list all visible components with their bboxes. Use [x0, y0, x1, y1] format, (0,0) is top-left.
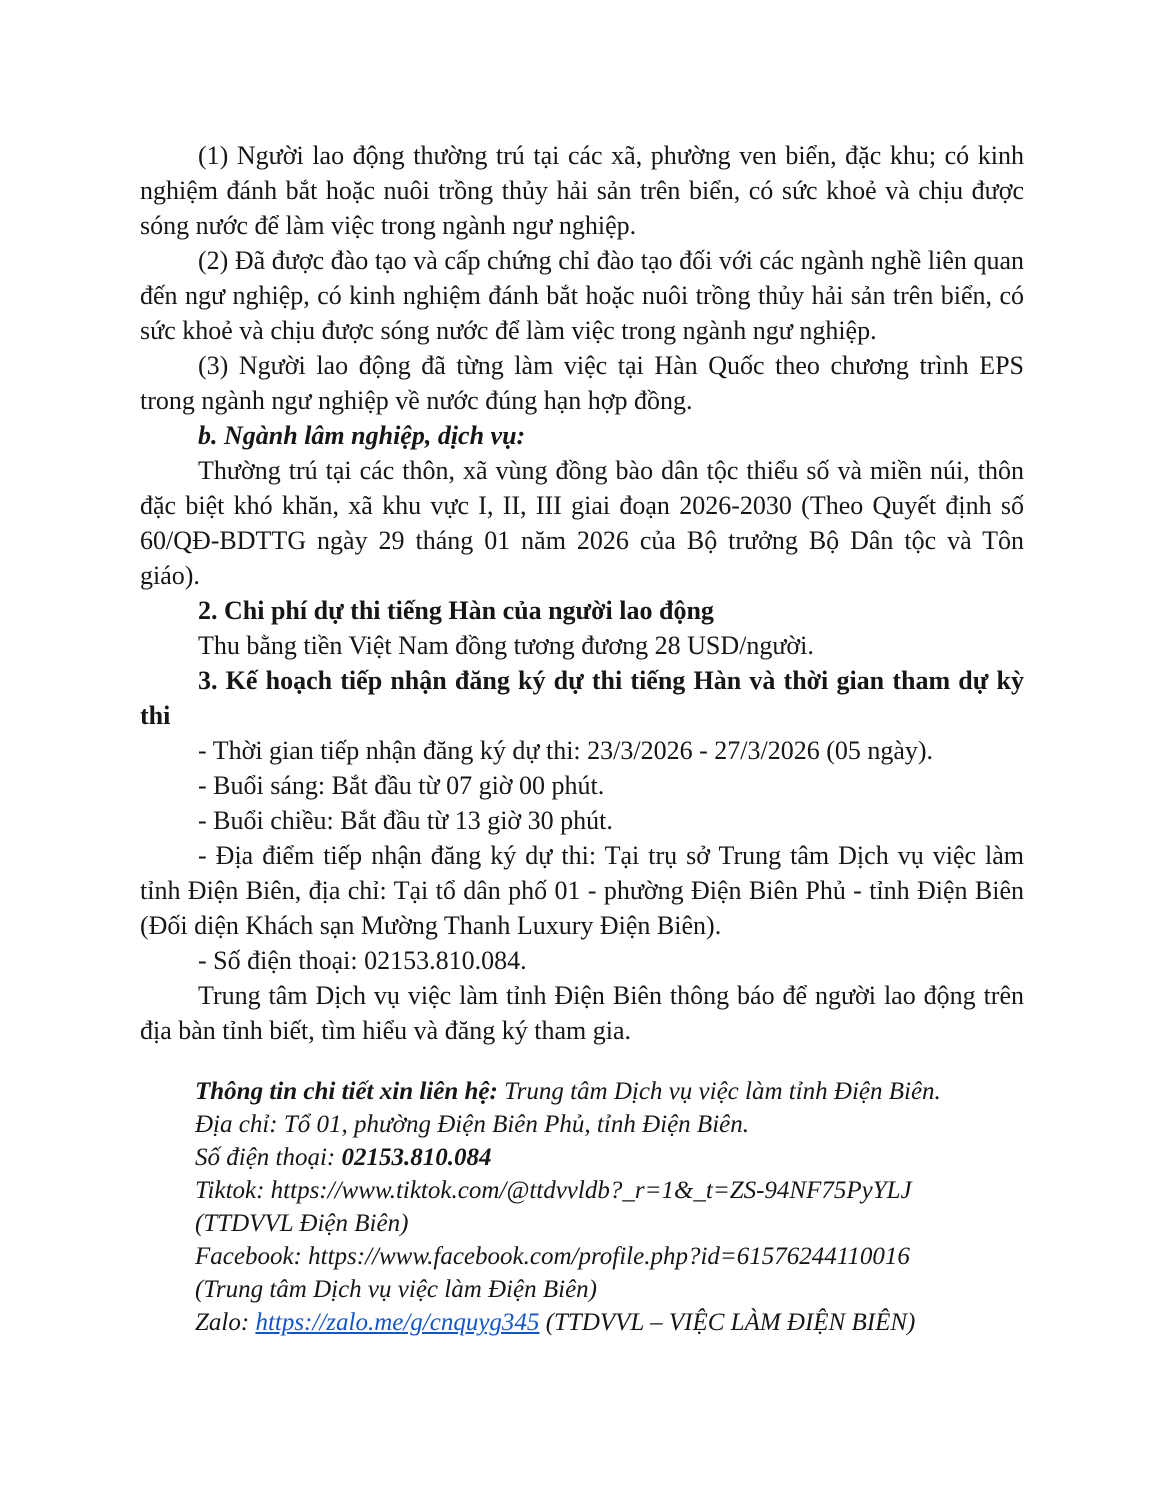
- blank-line: [140, 1048, 1024, 1075]
- contact-line-dia-chi-text: Địa chỉ: Tổ 01, phường Điện Biên Phủ, tỉnh Điện Biên.: [195, 1111, 749, 1138]
- contact-line-zalo-text: Zalo:: [195, 1309, 256, 1336]
- heading-lam-nghiep-dich-vu-text: b. Ngành lâm nghiệp, dịch vụ:: [198, 421, 526, 450]
- contact-line-facebook-name-text: (Trung tâm Dịch vụ việc làm Điện Biên): [195, 1276, 597, 1303]
- contact-line-so-dien-thoai-text: Số điện thoại:: [195, 1144, 342, 1171]
- paragraph-lam-nghiep: [140, 453, 1024, 593]
- paragraph-chi-phi: [140, 628, 1024, 663]
- list-item-thoi-gian: [140, 733, 1024, 768]
- list-item-dia-diem-text: - Địa điểm tiếp nhận đăng ký dự thi: Tại trụ sở Trung tâm Dịch vụ việc làm tỉnh Điện Biên, địa chỉ: Tại tổ dân phố 01 - phường Điện Biên Phủ - tỉnh Điện Biên (Đối diện Khách sạn Mường Thanh Luxury Điện Biên).: [140, 841, 1024, 940]
- contact-line-facebook-text: Facebook: https://www.facebook.com/profile.php?id=61576244110016: [195, 1243, 910, 1270]
- contact-line-tiktok-text: Tiktok: https://www.tiktok.com/@ttdvvldb?_r=1&_t=ZS-94NF75PyYLJ: [195, 1177, 912, 1204]
- heading-ke-hoach-text: 3. Kế hoạch tiếp nhận đăng ký dự thi tiếng Hàn và thời gian tham dự kỳ thi: [140, 666, 1024, 730]
- list-item-thoi-gian-text: - Thời gian tiếp nhận đăng ký dự thi: 23/3/2026 - 27/3/2026 (05 ngày).: [198, 736, 934, 765]
- paragraph-thong-bao-text: Trung tâm Dịch vụ việc làm tỉnh Điện Biên thông báo để người lao động trên địa bàn tỉnh biết, tìm hiểu và đăng ký tham gia.: [140, 981, 1024, 1045]
- paragraph-thong-bao: [140, 978, 1024, 1048]
- contact-line-tiktok-name-text: (TTDVVL Điện Biên): [195, 1210, 409, 1237]
- contact-line-tiktok: [140, 1174, 1024, 1207]
- contact-line-so-dien-thoai-text: 02153.810.084: [341, 1144, 492, 1171]
- contact-line-facebook: [140, 1240, 1024, 1273]
- paragraph-criteria-2-text: (2) Đã được đào tạo và cấp chứng chỉ đào tạo đối với các ngành nghề liên quan đến ngư nghiệp, có kinh nghiệm đánh bắt hoặc nuôi trồng thủy hải sản trên biển, có sức khoẻ và chịu được sóng nước để làm việc trong ngành ngư nghiệp.: [140, 246, 1024, 345]
- paragraph-criteria-1-text: (1) Người lao động thường trú tại các xã, phường ven biển, đặc khu; có kinh nghiệm đánh bắt hoặc nuôi trồng thủy hải sản trên biển, có sức khoẻ và chịu được sóng nước để làm việc trong ngành ngư nghiệp.: [140, 141, 1024, 240]
- heading-ke-hoach: [140, 663, 1024, 733]
- contact-line-lien-he-text: Trung tâm Dịch vụ việc làm tỉnh Điện Biên.: [504, 1078, 941, 1105]
- contact-line-zalo-text: (TTDVVL – VIỆC LÀM ĐIỆN BIÊN): [539, 1309, 916, 1336]
- contact-line-zalo: [140, 1306, 1024, 1339]
- paragraph-criteria-3-text: (3) Người lao động đã từng làm việc tại Hàn Quốc theo chương trình EPS trong ngành ngư nghiệp về nước đúng hạn hợp đồng.: [140, 351, 1024, 415]
- contact-line-facebook-name: [140, 1273, 1024, 1306]
- heading-chi-phi-du-thi-text: 2. Chi phí dự thi tiếng Hàn của người lao động: [198, 596, 714, 625]
- list-item-so-dien-thoai-text: - Số điện thoại: 02153.810.084.: [198, 946, 527, 975]
- paragraph-criteria-2: [140, 243, 1024, 348]
- list-item-buoi-sang-text: - Buổi sáng: Bắt đầu từ 07 giờ 00 phút.: [198, 771, 605, 800]
- heading-chi-phi-du-thi: [140, 593, 1024, 628]
- document-body: [140, 138, 1024, 1339]
- list-item-buoi-sang: [140, 768, 1024, 803]
- contact-line-lien-he: [140, 1075, 1024, 1108]
- paragraph-criteria-1: [140, 138, 1024, 243]
- paragraph-chi-phi-text: Thu bằng tiền Việt Nam đồng tương đương 28 USD/người.: [198, 631, 814, 660]
- contact-line-tiktok-name: [140, 1207, 1024, 1240]
- contact-line-dia-chi: [140, 1108, 1024, 1141]
- contact-line-so-dien-thoai: [140, 1141, 1024, 1174]
- heading-lam-nghiep-dich-vu: [140, 418, 1024, 453]
- list-item-so-dien-thoai: [140, 943, 1024, 978]
- paragraph-criteria-3: [140, 348, 1024, 418]
- list-item-buoi-chieu-text: - Buổi chiều: Bắt đầu từ 13 giờ 30 phút.: [198, 806, 613, 835]
- list-item-buoi-chieu: [140, 803, 1024, 838]
- paragraph-lam-nghiep-text: Thường trú tại các thôn, xã vùng đồng bào dân tộc thiểu số và miền núi, thôn đặc biệt khó khăn, xã khu vực I, II, III giai đoạn 2026-2030 (Theo Quyết định số 60/QĐ-BDTTG ngày 29 tháng 01 năm 2026 của Bộ trưởng Bộ Dân tộc và Tôn giáo).: [140, 456, 1024, 590]
- list-item-dia-diem: [140, 838, 1024, 943]
- contact-line-lien-he-text: Thông tin chi tiết xin liên hệ:: [195, 1078, 505, 1105]
- zalo-link[interactable]: https://zalo.me/g/cnquyg345: [255, 1309, 540, 1336]
